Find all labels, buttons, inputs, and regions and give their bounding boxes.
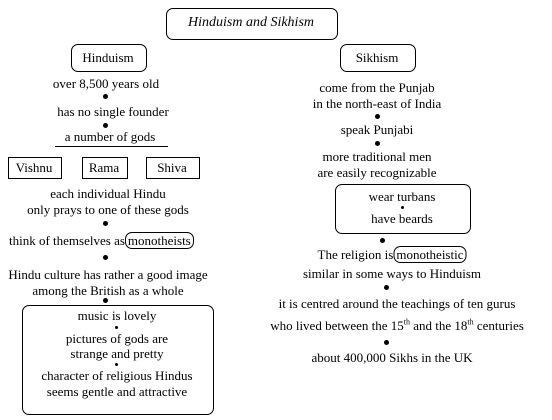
- bullet-dot: [103, 123, 108, 128]
- hinduism-founder: has no single founder: [57, 104, 169, 119]
- hinduism-prays-line2: only prays to one of these gods: [27, 202, 189, 217]
- bullet-dot: [103, 298, 108, 303]
- bullet-dot: [384, 340, 389, 345]
- hinduism-gods: a number of gods: [64, 129, 156, 144]
- bullet-dot: [375, 141, 380, 146]
- religion-prefix: The religion is: [317, 247, 394, 262]
- teachings-pre: who lived between the 15: [270, 318, 404, 333]
- hinduism-heading: Hinduism: [82, 50, 134, 65]
- appearance-beards: have beards: [371, 211, 433, 226]
- bullet-dot: [103, 94, 108, 99]
- god-name-shiva: Shiva: [157, 160, 187, 175]
- diagram-title: Hinduism and Sikhism: [188, 15, 314, 30]
- bullet-dot: [401, 206, 404, 209]
- teachings-mid: and the 18: [410, 318, 468, 333]
- hinduism-think-line: [9, 233, 194, 248]
- sikhism-heading: Sikhism: [355, 50, 399, 65]
- teachings-post: centuries: [473, 318, 524, 333]
- god-name-vishnu: Vishnu: [15, 160, 53, 175]
- sikhism-origin-line2: in the north-east of India: [312, 96, 442, 111]
- bullet-dot: [115, 326, 118, 329]
- teachings-sup-1: th: [403, 317, 410, 327]
- culture-character-line2: seems gentle and attractive: [46, 384, 188, 399]
- bullet-dot: [380, 238, 385, 243]
- hinduism-image-line2: among the British as a whole: [32, 283, 184, 298]
- sikhism-men-line2: are easily recognizable: [317, 165, 437, 180]
- monotheistic-box: monotheistic: [393, 246, 466, 263]
- appearance-turbans: wear turbans: [368, 189, 436, 204]
- think-prefix: think of themselves as: [9, 233, 125, 248]
- sikhism-teachings-line1: it is centred around the teachings of ten gurus: [278, 296, 516, 311]
- bullet-dot: [103, 221, 108, 226]
- sikhism-origin-line1: come from the Punjab: [319, 80, 435, 95]
- bullet-dot: [103, 255, 108, 260]
- teachings-sup-2: th: [467, 317, 474, 327]
- culture-pictures-line2: strange and pretty: [70, 346, 164, 361]
- bullet-dot: [384, 285, 389, 290]
- gods-underline: [55, 146, 168, 147]
- sikhism-similar: similar in some ways to Hinduism: [302, 266, 482, 281]
- hinduism-age: over 8,500 years old: [52, 76, 160, 91]
- hinduism-prays-line1: each individual Hindu: [50, 186, 166, 201]
- sikhism-language: speak Punjabi: [340, 122, 414, 137]
- culture-pictures-line1: pictures of gods are: [65, 331, 169, 346]
- sikhism-men-line1: more traditional men: [322, 149, 432, 164]
- sikhism-religion-line: [318, 247, 467, 262]
- sikhism-population: about 400,000 Sikhs in the UK: [311, 350, 473, 365]
- culture-music: music is lovely: [77, 308, 157, 323]
- monotheists-box: monotheists: [125, 232, 194, 249]
- hinduism-image-line1: Hindu culture has rather a good image: [8, 267, 208, 282]
- culture-character-line1: character of religious Hindus: [41, 368, 193, 383]
- god-name-rama: Rama: [88, 160, 120, 175]
- sikhism-teachings-line2: [270, 318, 524, 333]
- bullet-dot: [115, 363, 118, 366]
- bullet-dot: [375, 114, 380, 119]
